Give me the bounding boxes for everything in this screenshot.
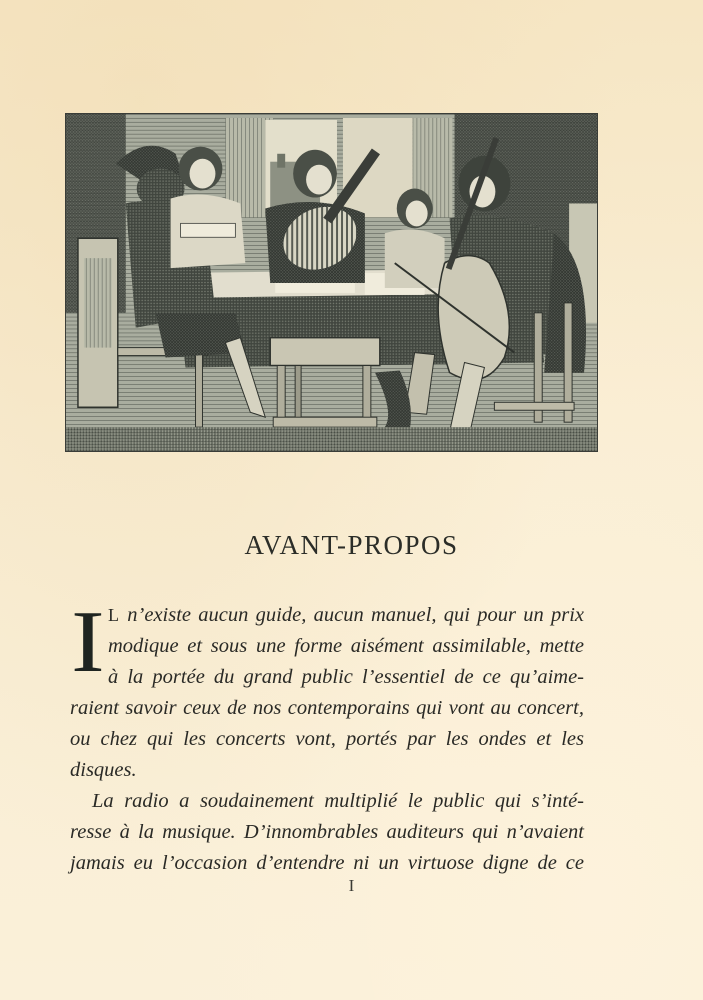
text-line: raient savoir ceux de nos contemporains qui vont au concert,	[70, 697, 584, 719]
text-line: La radio a soudainement multiplié le public qui s’inté-	[92, 790, 584, 812]
text-line	[70, 600, 584, 631]
text-line-content: n’existe aucun guide, aucun manuel, qui pour un prix	[127, 604, 585, 626]
text-line: à la portée du grand public l’essentiel de ce qu’aime-	[108, 666, 584, 688]
text-line: jamais eu l’occasion d’entendre ni un virtuose digne de ce	[70, 852, 584, 874]
musicians-engraving-image	[66, 114, 597, 451]
body-text	[70, 594, 585, 879]
text-line: modique et sous une forme aisément assimilable, mette	[108, 635, 584, 657]
chapter-title: AVANT-PROPOS	[244, 530, 459, 560]
engraving-illustration	[65, 113, 598, 452]
page-number: I	[348, 876, 355, 895]
drop-cap: I	[71, 594, 105, 691]
first-paragraph	[70, 594, 585, 786]
lead-caps: L	[108, 605, 120, 625]
text-line: disques.	[70, 759, 137, 781]
second-paragraph	[70, 786, 584, 879]
text-line: ou chez qui les concerts vont, portés par les ondes et les	[70, 728, 584, 750]
text-line: resse à la musique. D’innombrables auditeurs qui n’avaient	[70, 821, 584, 843]
